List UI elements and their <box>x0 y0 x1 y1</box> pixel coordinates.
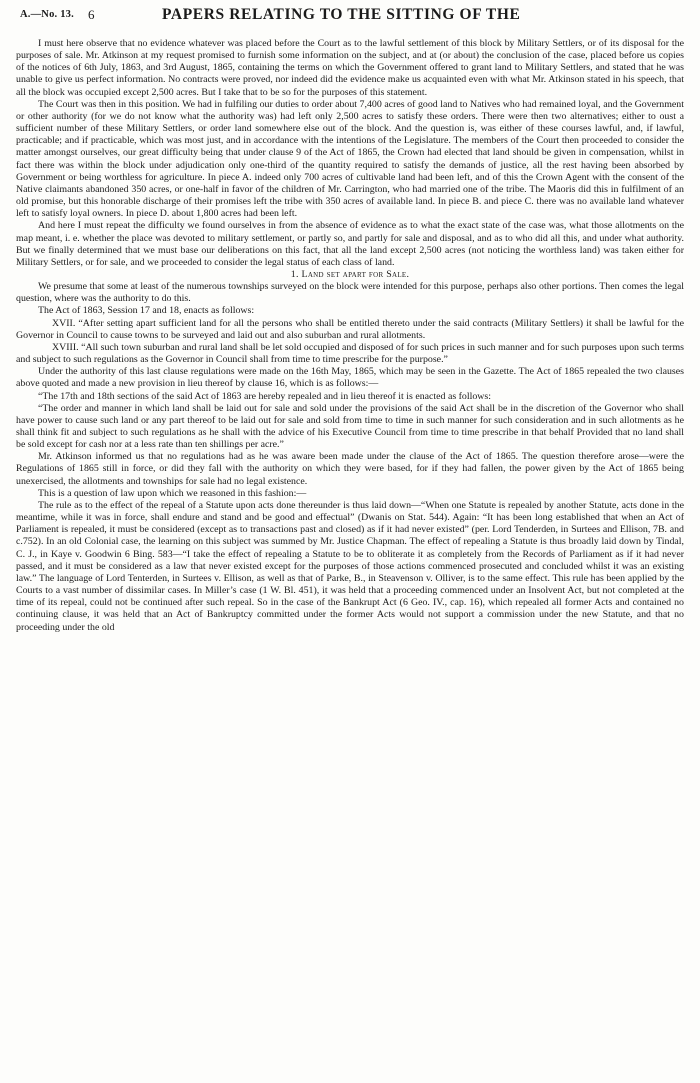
paragraph: I must here observe that no evidence whatever was placed before the Court as to the lawful settlement of this block by Military Settlers, or of its disposal for the purposes of sale. Mr. Atkinson at my request promised to furnish some information on the subject, and at (or about) the conclusion of the case, placed before us copies of the notices of 6th July, 1863, and 3rd August, 1865, containing the terms on which the Government offered to grant land to Military Settlers, and stated that he was unable to give us perfect information. No contracts were proved, nor indeed did the evidence make us acquainted even with what Mr. Atkinson stated in his speech, that all the block was occupied except 2,500 acres. But I take that to be so for the purposes of this statement. <box>16 38 684 98</box>
document-body <box>16 38 684 634</box>
quoted-clause: “The 17th and 18th sections of the said Act of 1863 are hereby repealed and in lieu thereof it is enacted as follows: <box>38 390 492 402</box>
paragraph: And here I must repeat the difficulty we found ourselves in from the absence of evidence as to what the exact state of the case was, what those allotments on the map meant, i. e. whether the place was devoted to military settlement, or partly so, and partly for sale and disposal, and as to who did all this, and under what authority. But we finally determined that we must base our deliberations on this fact, that all the land except 2,500 acres (not noticing the worthless land) was taken either for Military Settlers, or for sale, and we proceeded to consider the legal status of each class of land. <box>16 220 684 268</box>
paragraph: We presume that some at least of the numerous townships surveyed on the block were intended for this purpose, perhaps also other portions. Then comes the legal question, where was the authority to do this. <box>16 281 684 305</box>
quoted-clause: XVIII. “All such town suburban and rural land shall be let sold occupied and disposed of for such prices in such manner and for such purposes upon such terms and subject to such regulations as the Governor in Council shall from time to time prescribe for the purpose.” <box>16 341 684 366</box>
section-heading: 1. Land set apart for Sale. <box>290 268 410 280</box>
paragraph: The rule as to the effect of the repeal of a Statute upon acts done thereunder is thus laid down—“When one Statute is repealed by another Statute, acts done in the meantime, while it was in force, shall endure and stand and be good and effectual” (Dwanis on Stat. 544). Again: “It has been long established that when an Act of Parliament is repealed, it must be considered (except as to transactions past and closed) as if it had never existed” (per. Lord Tenderden, in Surtees and Ellison, 7B. and c.752). In an old Colonial case, the learning on this subject was summed by Mr. Justice Chapman. The effect of repealing a Statute is thus broadly laid down by Tindal, C. J., in Kaye v. Goodwin 6 Bing. 583—“I take the effect of repealing a Statute to be to obliterate it as completely from the Records of Parliament as if it had never passed, and it must be considered as a law that never existed except for the purposes of those actions commenced prosecuted and concluded whilst it was an existing law.” The language of Lord Tenterden, in Surtees v. Ellison, as well as that of Parke, B., in Steavenson v. Olliver, is to the same effect. This rule has been applied by the Courts to a vast number of dissimilar cases. In Miller’s case (1 W. Bl. 451), it was held that a proceeding commenced under an Insolvent Act, but not completed at the time of its repeal, could not be continued after such repeal. So in the case of the Bankrupt Act (6 Geo. IV., cap. 16), which repealed all former Acts and contained no continuing clause, it was held that an Act of Bankruptcy committed under the former Acts would not support a commission under the new Statute, and that no proceeding under the old <box>16 499 684 633</box>
paper-reference: A.—No. 13. <box>20 9 74 20</box>
quoted-clause: XVII. “After setting apart sufficient land for all the persons who shall be entitled thereto under the said contracts (Military Settlers) it shall be lawful for the Governor in Council to cause towns to be surveyed and laid out and also suburban and rural allotments. <box>16 317 684 341</box>
paragraph: The Act of 1863, Session 17 and 18, enacts as follows: <box>38 305 255 317</box>
paragraph: Under the authority of this last clause regulations were made on the 16th May, 1865, which may be seen in the Gazette. The Act of 1865 repealed the two clauses above quoted and made a new provision in lieu thereof by clause 16, which is as follows:— <box>16 366 684 390</box>
paragraph: Mr. Atkinson informed us that no regulations had as he was aware been made under the clause of the Act of 1865. The question therefore arose—were the Regulations of 1865 still in force, or did they fall with the authority on which they were based, for if they had fallen, the power given by the Act of 1865 being unexercised, the allotments and townships for sale had no legal existence. <box>16 451 684 487</box>
quoted-clause: “The order and manner in which land shall be laid out for sale and sold under the provisions of the said Act shall be in the discretion of the Governor who shall have power to cause such land or any part thereof to be laid out for sale and sold from time to time in such manner for such consideration and in such allotments as he shall think fit and subject to such regulations as he shall with the advice of his Executive Council from time to time prescribe in that behalf Provided that no land shall be sold except for cash nor at a less rate than ten shillings per acre.” <box>16 402 684 451</box>
running-title: PAPERS RELATING TO THE SITTING OF THE <box>162 6 521 23</box>
page-header <box>14 6 690 28</box>
page-number: 6 <box>88 7 95 22</box>
paragraph: This is a question of law upon which we reasoned in this fashion:— <box>38 487 307 499</box>
paragraph: The Court was then in this position. We had in fulfiling our duties to order about 7,400 acres of good land to Natives who had remained loyal, and the Government or other authority (for we do not know what the authority was) had left only 2,500 acres to satisfy these orders. There were then two alternatives; either to oust a sufficient number of these Military Settlers, or order land somewhere else out of the block. And the question is, was either of these courses lawful, and, if lawful, practicable; and if practicable, which was most just, and in accordance with the intentions of the Legislature. The members of the Court then proceeded to consider the matter amongst ourselves, our great difficulty being that under clause 9 of the Act of 1865, the Crown had elected that land should be given in compensation, whilst in fact there was within the block under adjudication only one-third of the quantity required to satisfy the demands of justice, all the rest having been absorbed by Government or being worthless for agriculture. In piece A. indeed only 700 acres of cultivable land had been left, and of this the Crown Agent with the consent of the Native claimants abandoned 350 acres, or one-half in favor of the children of Mr. Carrington, who had married one of the tribe. The Maoris did this in fulfilment of an old promise, but this honorable discharge of their promises left the tribe with 350 acres of available land. In piece B. and piece C. there was no available land whatever left to satisfy loyal owners. In piece D. about 1,800 acres had been left. <box>16 98 684 220</box>
